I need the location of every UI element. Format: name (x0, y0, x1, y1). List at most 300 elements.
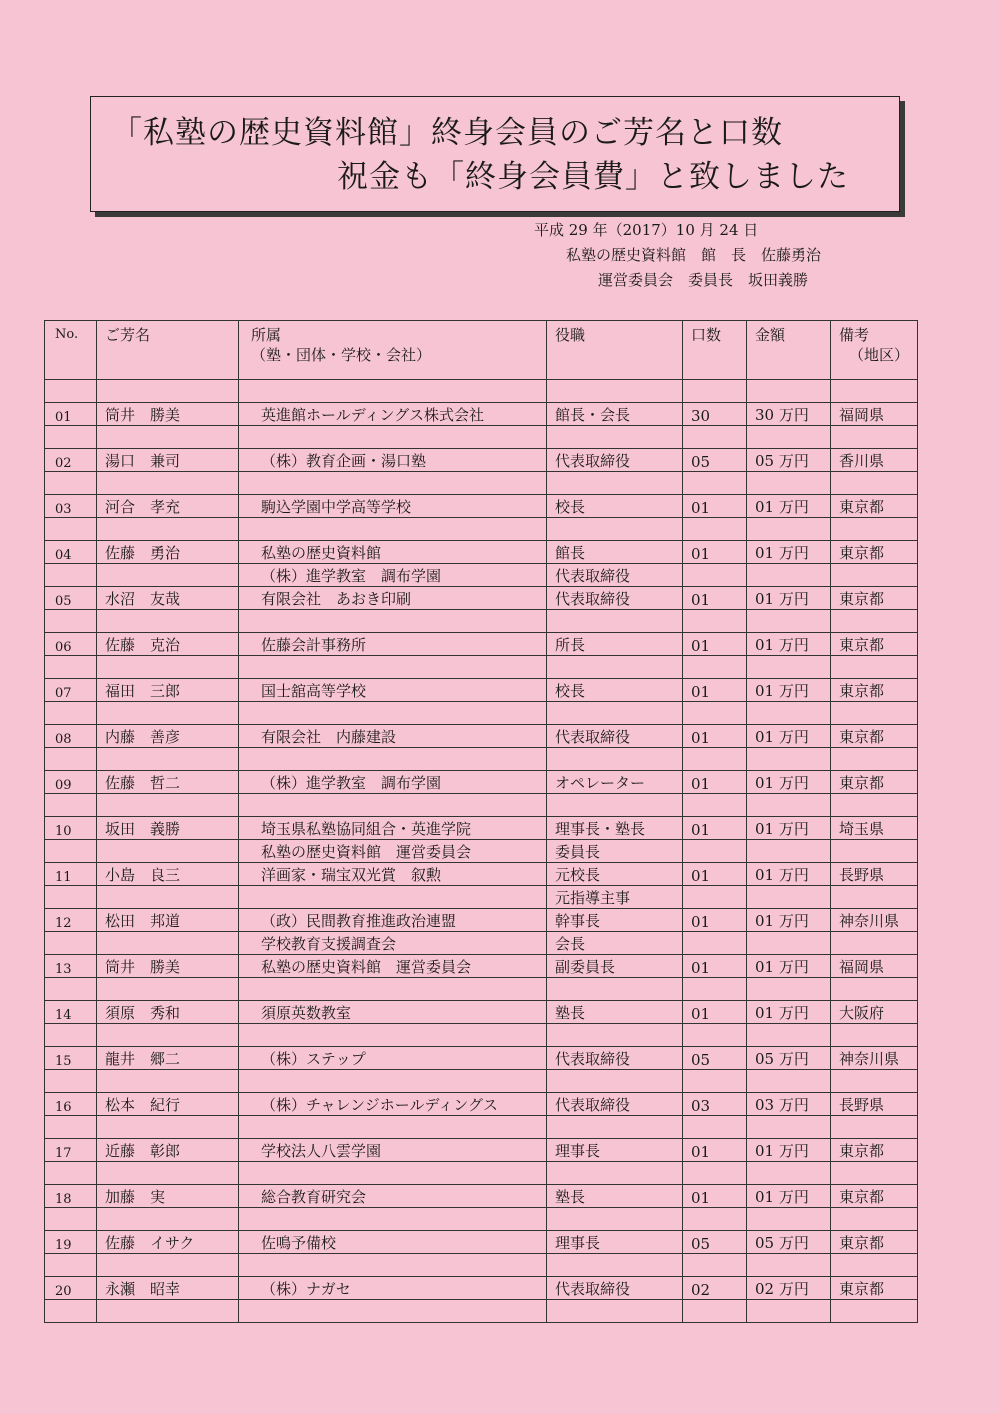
table-row (45, 656, 918, 679)
table-row (45, 1162, 918, 1185)
cell-units (683, 978, 747, 1001)
cell-units (683, 1254, 747, 1277)
cell-remarks (831, 426, 918, 449)
cell-units: 02 (683, 1277, 747, 1300)
cell-affiliation: 英進館ホールディングス株式会社 (239, 403, 547, 426)
cell-role (547, 1254, 683, 1277)
cell-units (683, 1300, 747, 1323)
cell-name (97, 1116, 239, 1139)
cell-units (683, 426, 747, 449)
cell-amount: 01 万円 (747, 771, 831, 794)
cell-name (97, 656, 239, 679)
cell-name (97, 1024, 239, 1047)
cell-remarks: 長野県 (831, 863, 918, 886)
cell-remarks (831, 564, 918, 587)
cell-affiliation: 埼玉県私塾協同組合・英進学院 (239, 817, 547, 840)
cell-no: 06 (45, 633, 97, 656)
cell-units (683, 1024, 747, 1047)
cell-no (45, 840, 97, 863)
cell-units (683, 564, 747, 587)
cell-units: 01 (683, 817, 747, 840)
cell-name: 松本 紀行 (97, 1093, 239, 1116)
cell-name: 永瀬 昭幸 (97, 1277, 239, 1300)
cell-remarks: 神奈川県 (831, 909, 918, 932)
cell-affiliation (239, 978, 547, 1001)
header-role: 役職 (547, 321, 683, 380)
cell-remarks (831, 1070, 918, 1093)
cell-affiliation: 私塾の歴史資料館 (239, 541, 547, 564)
cell-remarks: 東京都 (831, 1277, 918, 1300)
cell-name (97, 426, 239, 449)
cell-units (683, 1208, 747, 1231)
cell-no (45, 380, 97, 403)
table-row (45, 403, 918, 426)
cell-amount (747, 1208, 831, 1231)
cell-units (683, 886, 747, 909)
table-row (45, 771, 918, 794)
cell-no (45, 656, 97, 679)
cell-affiliation (239, 472, 547, 495)
cell-role: 元指導主事 (547, 886, 683, 909)
cell-role (547, 1024, 683, 1047)
cell-amount (747, 1162, 831, 1185)
cell-remarks (831, 748, 918, 771)
cell-role (547, 380, 683, 403)
cell-units: 01 (683, 1185, 747, 1208)
cell-name: 佐藤 イサク (97, 1231, 239, 1254)
cell-name (97, 518, 239, 541)
cell-amount: 05 万円 (747, 1047, 831, 1070)
table-row (45, 518, 918, 541)
cell-amount: 01 万円 (747, 725, 831, 748)
table-row (45, 863, 918, 886)
cell-affiliation: （株）ナガセ (239, 1277, 547, 1300)
cell-role: 塾長 (547, 1001, 683, 1024)
cell-remarks: 埼玉県 (831, 817, 918, 840)
table-row (45, 955, 918, 978)
cell-units: 05 (683, 449, 747, 472)
member-table (44, 320, 918, 1323)
cell-no (45, 1162, 97, 1185)
cell-amount: 05 万円 (747, 1231, 831, 1254)
cell-affiliation (239, 1300, 547, 1323)
cell-affiliation (239, 1116, 547, 1139)
cell-affiliation: （株）進学教室 調布学園 (239, 564, 547, 587)
cell-amount: 01 万円 (747, 633, 831, 656)
cell-affiliation: 学校法人八雲学園 (239, 1139, 547, 1162)
cell-affiliation: 私塾の歴史資料館 運営委員会 (239, 840, 547, 863)
table-row (45, 794, 918, 817)
cell-name (97, 610, 239, 633)
cell-affiliation (239, 1208, 547, 1231)
cell-remarks: 大阪府 (831, 1001, 918, 1024)
header-affiliation-label: 所属 (251, 326, 282, 344)
cell-name (97, 702, 239, 725)
cell-name (97, 1208, 239, 1231)
signatory-director: 私塾の歴史資料館 館 長 佐藤勇治 (566, 246, 822, 264)
table-row (45, 380, 918, 403)
cell-amount: 01 万円 (747, 1139, 831, 1162)
cell-amount (747, 794, 831, 817)
cell-remarks (831, 518, 918, 541)
cell-units: 01 (683, 725, 747, 748)
cell-amount: 02 万円 (747, 1277, 831, 1300)
cell-units (683, 472, 747, 495)
cell-role: 校長 (547, 495, 683, 518)
table-row (45, 1300, 918, 1323)
cell-remarks (831, 886, 918, 909)
cell-units: 01 (683, 955, 747, 978)
cell-name: 近藤 彰郎 (97, 1139, 239, 1162)
cell-role: 委員長 (547, 840, 683, 863)
table-row (45, 978, 918, 1001)
cell-units (683, 1162, 747, 1185)
cell-remarks (831, 932, 918, 955)
cell-units: 05 (683, 1047, 747, 1070)
header-name: ご芳名 (97, 321, 239, 380)
cell-remarks (831, 794, 918, 817)
cell-role: 代表取締役 (547, 449, 683, 472)
cell-no: 08 (45, 725, 97, 748)
cell-no: 02 (45, 449, 97, 472)
table-body (45, 380, 918, 1323)
cell-no (45, 702, 97, 725)
table-row (45, 909, 918, 932)
cell-units: 01 (683, 495, 747, 518)
cell-no (45, 794, 97, 817)
cell-no (45, 426, 97, 449)
cell-no: 05 (45, 587, 97, 610)
cell-no (45, 610, 97, 633)
cell-amount (747, 1300, 831, 1323)
cell-name: 小島 良三 (97, 863, 239, 886)
cell-affiliation (239, 886, 547, 909)
cell-no: 13 (45, 955, 97, 978)
cell-role: 館長 (547, 541, 683, 564)
cell-no: 17 (45, 1139, 97, 1162)
cell-affiliation: （株）チャレンジホールディングス (239, 1093, 547, 1116)
cell-role: 校長 (547, 679, 683, 702)
cell-name (97, 748, 239, 771)
cell-units (683, 702, 747, 725)
cell-units (683, 380, 747, 403)
document-subtitle: 祝金も「終身会員費」と致しました (337, 159, 849, 195)
cell-affiliation: （株）進学教室 調布学園 (239, 771, 547, 794)
cell-role: 館長・会長 (547, 403, 683, 426)
cell-amount: 01 万円 (747, 863, 831, 886)
cell-no (45, 1208, 97, 1231)
cell-affiliation: （株）ステップ (239, 1047, 547, 1070)
cell-amount: 01 万円 (747, 541, 831, 564)
cell-role (547, 472, 683, 495)
table-row (45, 1093, 918, 1116)
cell-name: 佐藤 哲二 (97, 771, 239, 794)
cell-amount (747, 380, 831, 403)
table-row (45, 1116, 918, 1139)
header-remarks-label: 備考 (839, 326, 870, 344)
cell-name: 筒井 勝美 (97, 955, 239, 978)
header-remarks-sub: （地区） (849, 346, 910, 364)
cell-no: 16 (45, 1093, 97, 1116)
table-row (45, 426, 918, 449)
cell-role: 理事長・塾長 (547, 817, 683, 840)
cell-units: 01 (683, 1001, 747, 1024)
cell-amount: 01 万円 (747, 587, 831, 610)
cell-amount (747, 702, 831, 725)
cell-name: 佐藤 勇治 (97, 541, 239, 564)
cell-affiliation: 佐藤会計事務所 (239, 633, 547, 656)
cell-name (97, 932, 239, 955)
cell-remarks: 東京都 (831, 679, 918, 702)
cell-affiliation (239, 1162, 547, 1185)
cell-remarks: 東京都 (831, 1139, 918, 1162)
cell-name (97, 978, 239, 1001)
cell-remarks (831, 1116, 918, 1139)
cell-affiliation (239, 702, 547, 725)
cell-no: 09 (45, 771, 97, 794)
cell-name: 須原 秀和 (97, 1001, 239, 1024)
cell-units (683, 840, 747, 863)
cell-role (547, 702, 683, 725)
cell-affiliation (239, 748, 547, 771)
cell-role: 理事長 (547, 1139, 683, 1162)
table-row (45, 886, 918, 909)
cell-remarks (831, 1208, 918, 1231)
cell-name (97, 564, 239, 587)
cell-role: 代表取締役 (547, 587, 683, 610)
table-row (45, 725, 918, 748)
table-row (45, 817, 918, 840)
cell-role (547, 1300, 683, 1323)
cell-units (683, 794, 747, 817)
cell-no: 11 (45, 863, 97, 886)
cell-name (97, 794, 239, 817)
cell-no: 18 (45, 1185, 97, 1208)
table-row (45, 679, 918, 702)
cell-affiliation (239, 1254, 547, 1277)
cell-name (97, 1162, 239, 1185)
cell-name (97, 1300, 239, 1323)
cell-amount: 30 万円 (747, 403, 831, 426)
cell-no (45, 1024, 97, 1047)
cell-amount (747, 472, 831, 495)
cell-affiliation (239, 518, 547, 541)
header-affiliation-sub: （塾・団体・学校・会社） (251, 346, 432, 364)
cell-name: 坂田 義勝 (97, 817, 239, 840)
cell-name (97, 472, 239, 495)
cell-role: 代表取締役 (547, 1277, 683, 1300)
cell-remarks: 東京都 (831, 587, 918, 610)
cell-role (547, 610, 683, 633)
cell-role: 所長 (547, 633, 683, 656)
cell-name: 筒井 勝美 (97, 403, 239, 426)
table-row (45, 610, 918, 633)
cell-amount: 01 万円 (747, 955, 831, 978)
cell-amount (747, 1254, 831, 1277)
cell-units: 03 (683, 1093, 747, 1116)
document-title: 「私塾の歴史資料館」終身会員のご芳名と口数 (111, 115, 783, 151)
cell-amount: 05 万円 (747, 449, 831, 472)
cell-role: 代表取締役 (547, 564, 683, 587)
cell-remarks: 東京都 (831, 1231, 918, 1254)
cell-no (45, 1070, 97, 1093)
cell-no: 20 (45, 1277, 97, 1300)
cell-units: 01 (683, 909, 747, 932)
cell-affiliation: 有限会社 内藤建設 (239, 725, 547, 748)
header-affiliation (239, 321, 547, 380)
table-row (45, 587, 918, 610)
cell-affiliation (239, 794, 547, 817)
cell-role (547, 518, 683, 541)
cell-role: 元校長 (547, 863, 683, 886)
cell-remarks: 東京都 (831, 725, 918, 748)
cell-remarks (831, 702, 918, 725)
cell-role (547, 1208, 683, 1231)
cell-no (45, 978, 97, 1001)
cell-no (45, 1254, 97, 1277)
cell-role: 会長 (547, 932, 683, 955)
cell-amount: 01 万円 (747, 679, 831, 702)
table-row (45, 1208, 918, 1231)
table-row (45, 449, 918, 472)
cell-affiliation: 学校教育支援調査会 (239, 932, 547, 955)
cell-no: 12 (45, 909, 97, 932)
cell-amount (747, 840, 831, 863)
cell-units: 01 (683, 863, 747, 886)
cell-no: 10 (45, 817, 97, 840)
cell-no: 01 (45, 403, 97, 426)
cell-no (45, 1300, 97, 1323)
cell-remarks: 長野県 (831, 1093, 918, 1116)
cell-name: 加藤 実 (97, 1185, 239, 1208)
cell-remarks (831, 656, 918, 679)
cell-no (45, 886, 97, 909)
cell-amount (747, 426, 831, 449)
cell-no: 04 (45, 541, 97, 564)
cell-remarks: 福岡県 (831, 955, 918, 978)
cell-role: 副委員長 (547, 955, 683, 978)
table-row (45, 1277, 918, 1300)
cell-affiliation (239, 1070, 547, 1093)
cell-units (683, 748, 747, 771)
cell-role: 代表取締役 (547, 1093, 683, 1116)
table-row (45, 1139, 918, 1162)
table-row (45, 541, 918, 564)
cell-affiliation: 有限会社 あおき印刷 (239, 587, 547, 610)
cell-no (45, 748, 97, 771)
cell-amount (747, 518, 831, 541)
cell-units: 01 (683, 633, 747, 656)
cell-name: 松田 邦道 (97, 909, 239, 932)
table-row (45, 564, 918, 587)
cell-remarks: 香川県 (831, 449, 918, 472)
table-row (45, 1024, 918, 1047)
signatory-chair: 運営委員会 委員長 坂田義勝 (598, 271, 809, 289)
cell-name (97, 1070, 239, 1093)
cell-name: 佐藤 克治 (97, 633, 239, 656)
table-row (45, 1254, 918, 1277)
cell-units: 30 (683, 403, 747, 426)
cell-no: 14 (45, 1001, 97, 1024)
cell-no (45, 932, 97, 955)
cell-amount (747, 1070, 831, 1093)
cell-units: 01 (683, 541, 747, 564)
cell-no (45, 518, 97, 541)
cell-name: 河合 孝充 (97, 495, 239, 518)
cell-role: 代表取締役 (547, 1047, 683, 1070)
cell-affiliation (239, 380, 547, 403)
cell-remarks: 東京都 (831, 771, 918, 794)
cell-amount: 01 万円 (747, 495, 831, 518)
cell-amount (747, 748, 831, 771)
cell-affiliation: （株）教育企画・湯口塾 (239, 449, 547, 472)
cell-no (45, 564, 97, 587)
cell-units (683, 932, 747, 955)
cell-role: 代表取締役 (547, 725, 683, 748)
header-no: No. (45, 321, 97, 380)
cell-affiliation (239, 656, 547, 679)
table-row (45, 702, 918, 725)
cell-remarks: 東京都 (831, 495, 918, 518)
cell-role (547, 426, 683, 449)
cell-role (547, 978, 683, 1001)
cell-name: 龍井 郷二 (97, 1047, 239, 1070)
cell-role: オペレーター (547, 771, 683, 794)
cell-affiliation: 国士舘高等学校 (239, 679, 547, 702)
cell-remarks: 福岡県 (831, 403, 918, 426)
cell-role (547, 1116, 683, 1139)
cell-amount (747, 886, 831, 909)
cell-remarks (831, 472, 918, 495)
cell-name (97, 1254, 239, 1277)
header-remarks (831, 321, 918, 380)
cell-no: 19 (45, 1231, 97, 1254)
table-row (45, 1047, 918, 1070)
table-row (45, 495, 918, 518)
cell-no: 03 (45, 495, 97, 518)
cell-affiliation: 私塾の歴史資料館 運営委員会 (239, 955, 547, 978)
cell-name: 内藤 善彦 (97, 725, 239, 748)
cell-units: 01 (683, 771, 747, 794)
cell-role: 理事長 (547, 1231, 683, 1254)
cell-affiliation (239, 610, 547, 633)
cell-role: 幹事長 (547, 909, 683, 932)
table-header-row (45, 321, 918, 380)
cell-units (683, 610, 747, 633)
table-row (45, 840, 918, 863)
header-amount: 金額 (747, 321, 831, 380)
cell-no: 07 (45, 679, 97, 702)
table-row (45, 1070, 918, 1093)
cell-units (683, 1116, 747, 1139)
cell-no (45, 472, 97, 495)
table-row (45, 932, 918, 955)
cell-units (683, 656, 747, 679)
cell-role: 塾長 (547, 1185, 683, 1208)
cell-units (683, 1070, 747, 1093)
cell-amount: 03 万円 (747, 1093, 831, 1116)
cell-no: 15 (45, 1047, 97, 1070)
issue-date: 平成 29 年（2017）10 月 24 日 (534, 221, 759, 239)
cell-units (683, 518, 747, 541)
cell-role (547, 748, 683, 771)
cell-remarks (831, 610, 918, 633)
cell-amount (747, 978, 831, 1001)
table-row (45, 633, 918, 656)
cell-amount: 01 万円 (747, 909, 831, 932)
cell-amount: 01 万円 (747, 817, 831, 840)
cell-affiliation: 総合教育研究会 (239, 1185, 547, 1208)
